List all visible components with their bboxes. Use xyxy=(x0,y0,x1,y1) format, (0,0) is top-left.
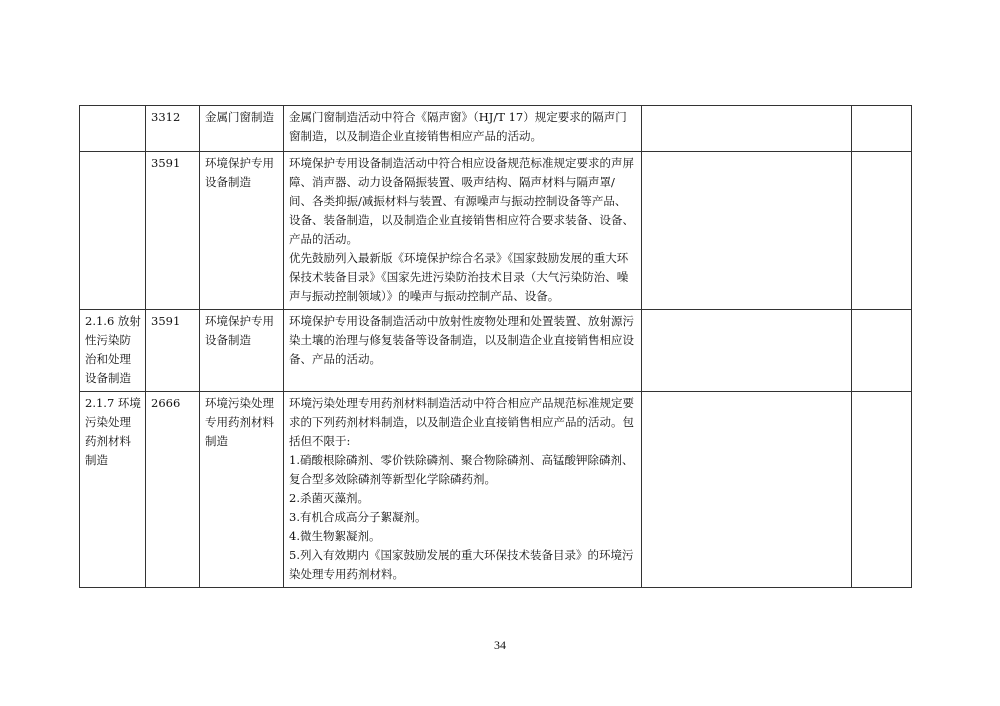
catalog-table xyxy=(79,105,912,588)
description-cell xyxy=(284,392,642,588)
description-paragraph: 金属门窗制造活动中符合《隔声窗》（HJ/T 17）规定要求的隔声门窗制造，以及制造企业直接销售相应产品的活动。 xyxy=(289,110,627,143)
description-cell xyxy=(284,310,642,392)
blank-cell-5 xyxy=(642,392,852,588)
category-cell: 2.1.6 放射性污染防治和处理设备制造 xyxy=(80,310,146,392)
code-cell: 2666 xyxy=(146,392,200,588)
table-body xyxy=(80,106,912,588)
industry-cell: 环境污染处理专用药剂材料制造 xyxy=(200,392,284,588)
blank-cell-5 xyxy=(642,152,852,310)
description-paragraph: 优先鼓励列入最新版《环境保护综合名录》《国家鼓励发展的重大环保技术装备目录》《国家先进污染防治技术目录（大气污染防治、噪声与振动控制领域）》的噪声与振动控制产品、设备。 xyxy=(289,251,629,303)
code-cell: 3312 xyxy=(146,106,200,152)
table-row xyxy=(80,106,912,152)
table-row xyxy=(80,152,912,310)
category-cell xyxy=(80,152,146,310)
description-paragraph: 1.硝酸根除磷剂、零价铁除磷剂、聚合物除磷剂、高锰酸钾除磷剂、复合型多效除磷剂等新型化学除磷药剂。 xyxy=(289,453,634,486)
code-cell: 3591 xyxy=(146,152,200,310)
category-cell xyxy=(80,106,146,152)
description-paragraph: 4.微生物絮凝剂。 xyxy=(289,529,381,543)
description-cell xyxy=(284,106,642,152)
description-paragraph: 5.列入有效期内《国家鼓励发展的重大环保技术装备目录》的环境污染处理专用药剂材料。 xyxy=(289,548,634,581)
description-paragraph: 环境保护专用设备制造活动中放射性废物处理和处置装置、放射源污染土壤的治理与修复装备等设备制造，以及制造企业直接销售相应设备、产品的活动。 xyxy=(289,314,634,366)
blank-cell-5 xyxy=(642,310,852,392)
blank-cell-6 xyxy=(852,310,912,392)
description-cell xyxy=(284,152,642,310)
table-row xyxy=(80,310,912,392)
table-row xyxy=(80,392,912,588)
code-cell: 3591 xyxy=(146,310,200,392)
page-number: 34 xyxy=(494,638,506,652)
description-paragraph: 环境污染处理专用药剂材料制造活动中符合相应产品规范标准规定要求的下列药剂材料制造，以及制造企业直接销售相应产品的活动。包括但不限于: xyxy=(289,396,634,448)
blank-cell-5 xyxy=(642,106,852,152)
industry-cell: 环境保护专用设备制造 xyxy=(200,310,284,392)
category-cell: 2.1.7 环境污染处理药剂材料制造 xyxy=(80,392,146,588)
blank-cell-6 xyxy=(852,106,912,152)
blank-cell-6 xyxy=(852,392,912,588)
blank-cell-6 xyxy=(852,152,912,310)
description-paragraph: 3.有机合成高分子絮凝剂。 xyxy=(289,510,427,524)
description-paragraph: 环境保护专用设备制造活动中符合相应设备规范标准规定要求的声屏障、消声器、动力设备隔振装置、吸声结构、隔声材料与隔声罩/间、各类抑振/减振材料与装置、有源噪声与振动控制设备等产品、设备、装备制造，以及制造企业直接销售相应符合要求装备、设备、产品的活动。 xyxy=(289,156,634,246)
industry-cell: 金属门窗制造 xyxy=(200,106,284,152)
description-paragraph: 2.杀菌灭藻剂。 xyxy=(289,491,369,505)
industry-cell: 环境保护专用设备制造 xyxy=(200,152,284,310)
